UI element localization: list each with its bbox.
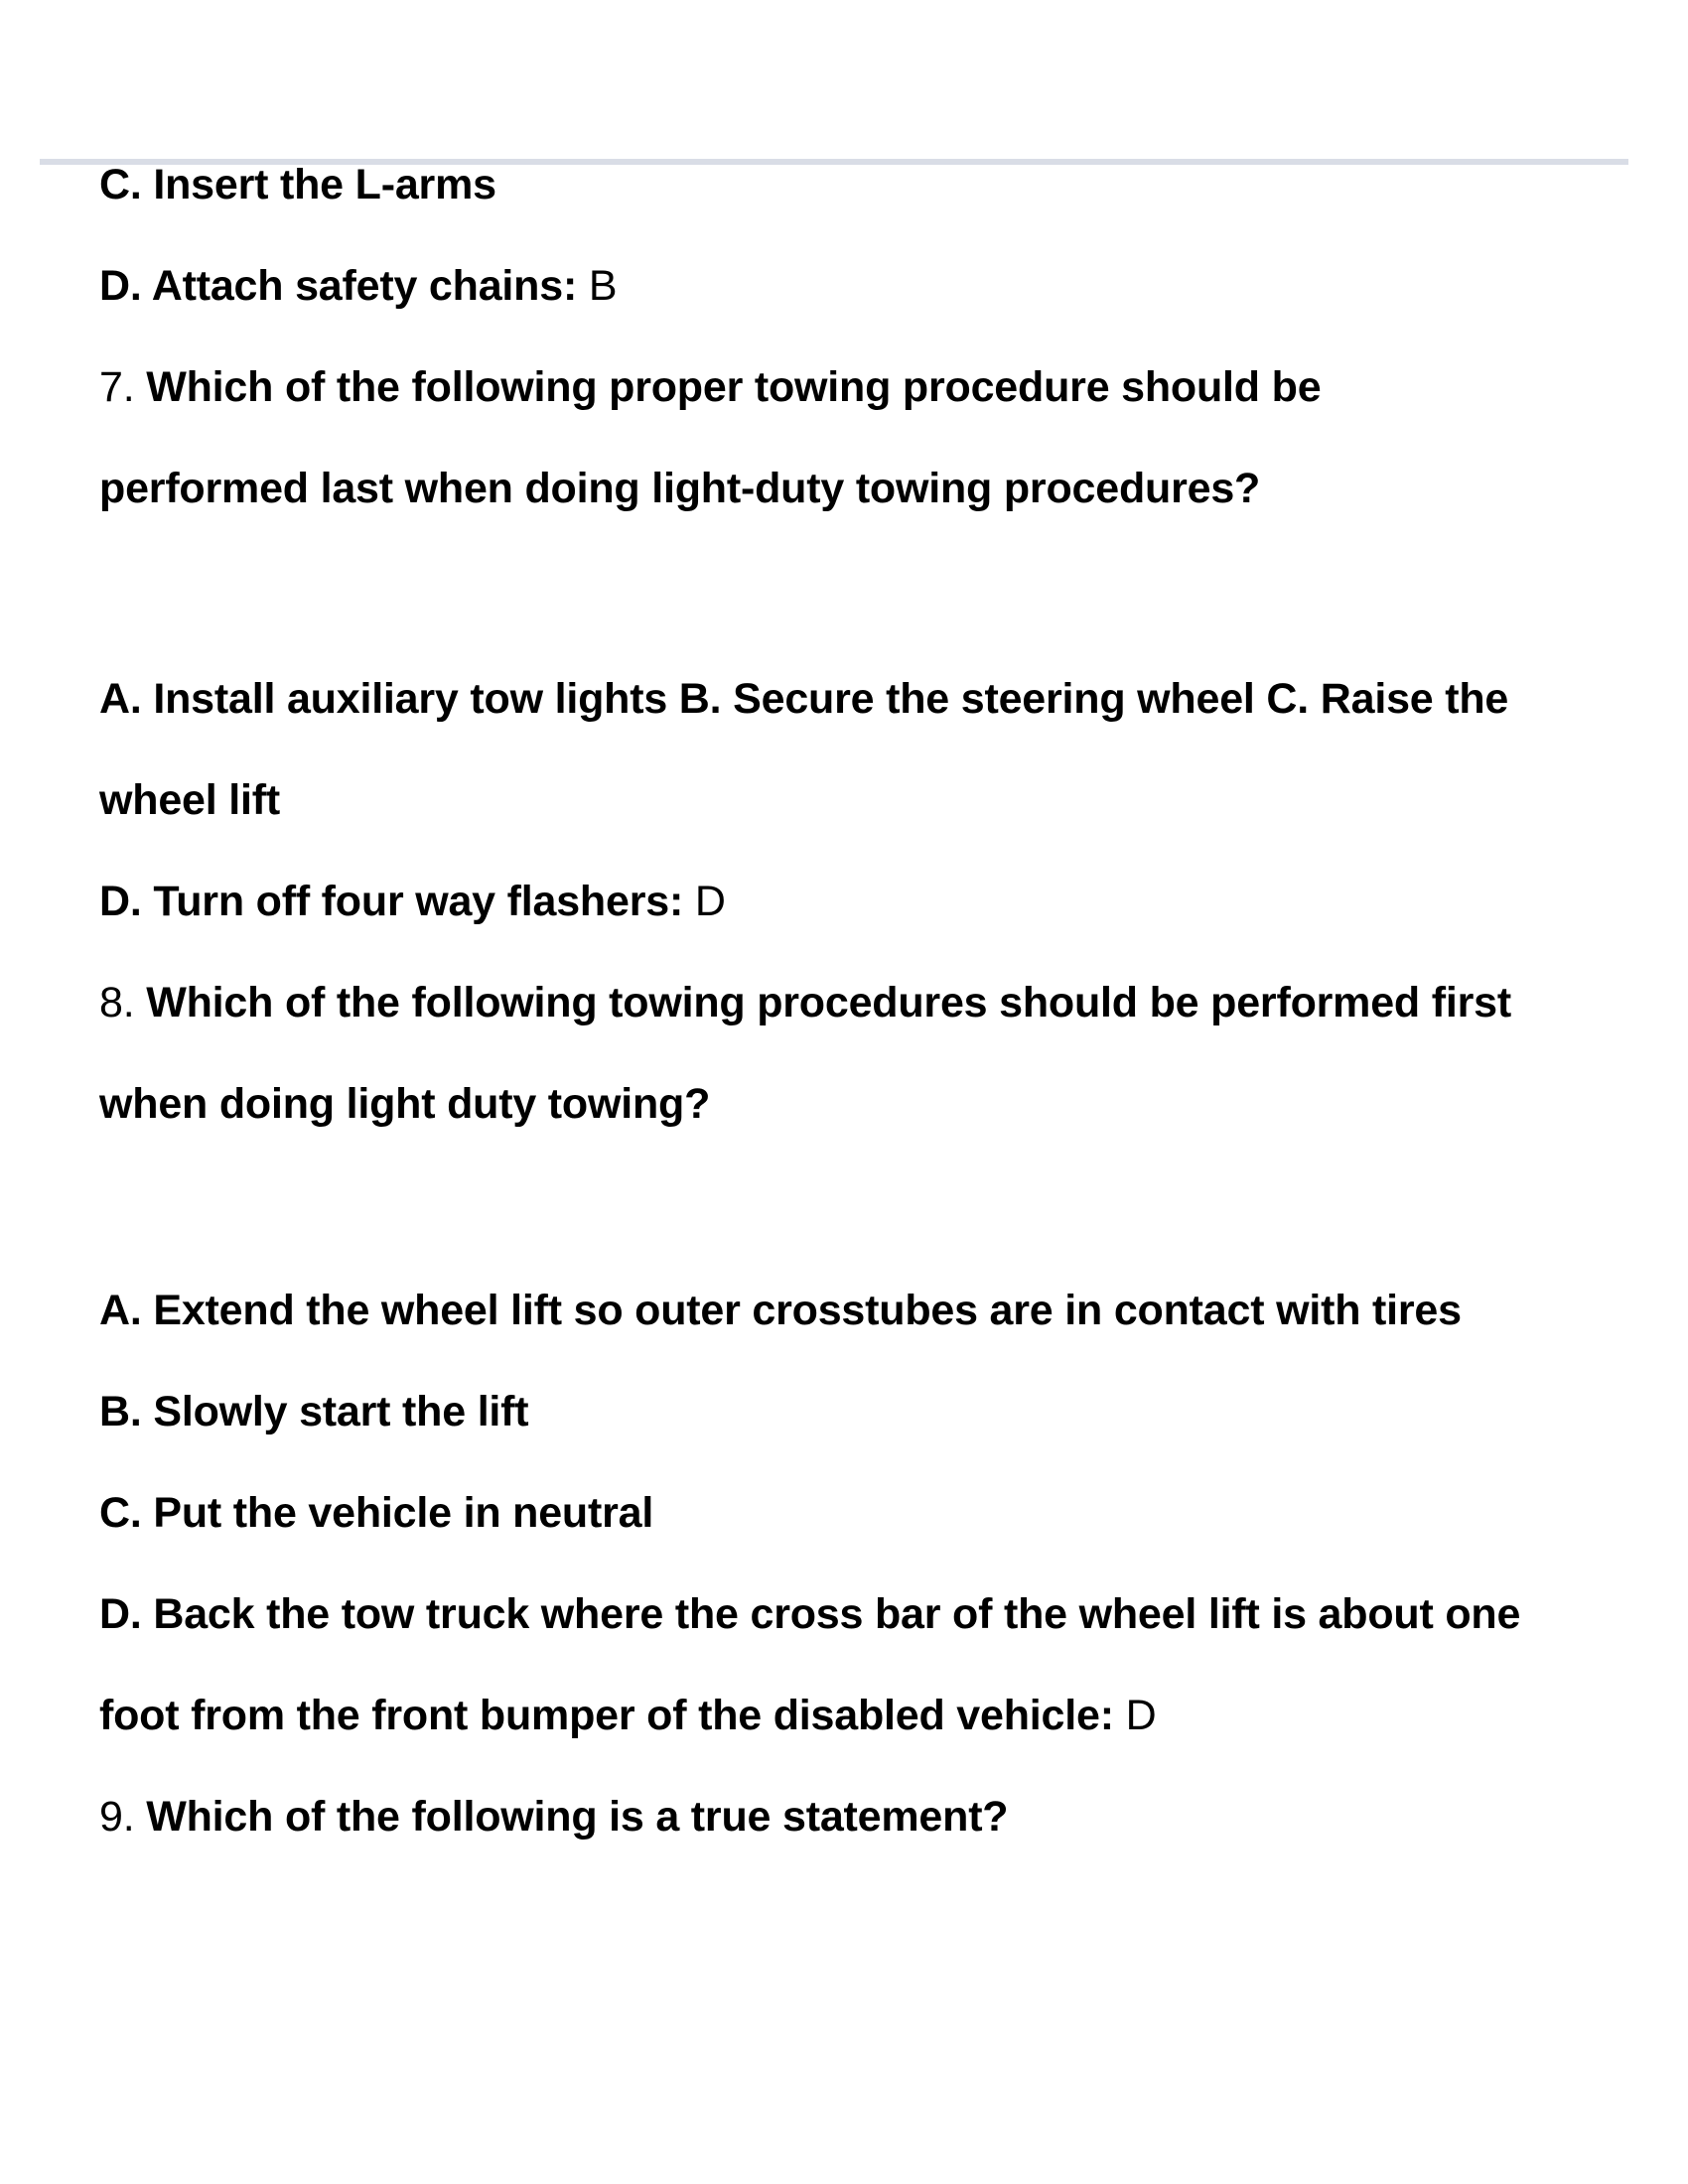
option-text: foot from the front bumper of the disabled vehicle: xyxy=(99,1692,1114,1739)
option-d-q8 xyxy=(99,1588,1520,1640)
answer-key: D xyxy=(694,878,726,925)
option-text: D. Turn off four way flashers: xyxy=(99,878,684,925)
question-9 xyxy=(99,1791,1008,1843)
question-7-cont xyxy=(99,463,1260,514)
question-8 xyxy=(99,977,1511,1028)
question-text: performed last when doing light-duty towing procedures? xyxy=(99,465,1261,512)
option-text: wheel lift xyxy=(99,776,280,824)
question-text: when doing light duty towing? xyxy=(99,1080,711,1128)
option-d-q8-cont xyxy=(99,1690,1156,1741)
question-number: 7. xyxy=(99,363,135,411)
option-a-q8 xyxy=(99,1285,1462,1336)
question-text: Which of the following towing procedures should be performed first xyxy=(146,979,1511,1026)
option-d-q6 xyxy=(99,260,617,312)
question-number: 8. xyxy=(99,979,135,1026)
question-7-options-cont xyxy=(99,774,280,826)
option-text: D. Attach safety chains: xyxy=(99,262,578,310)
option-text: C. Insert the L-arms xyxy=(99,161,496,208)
question-text: Which of the following is a true statement? xyxy=(146,1793,1009,1841)
option-text: A. Install auxiliary tow lights B. Secure the steering wheel C. Raise the xyxy=(99,675,1509,723)
option-text: A. Extend the wheel lift so outer crosstubes are in contact with tires xyxy=(99,1287,1462,1334)
option-text: C. Put the vehicle in neutral xyxy=(99,1489,654,1537)
question-7 xyxy=(99,361,1321,413)
question-8-cont xyxy=(99,1078,710,1130)
question-number: 9. xyxy=(99,1793,135,1841)
answer-key: D xyxy=(1125,1692,1157,1739)
option-d-q7 xyxy=(99,876,726,927)
option-c-q6 xyxy=(99,159,496,210)
option-text: D. Back the tow truck where the cross bar of the wheel lift is about one xyxy=(99,1590,1521,1638)
option-text: B. Slowly start the lift xyxy=(99,1388,529,1435)
question-text: Which of the following proper towing procedure should be xyxy=(146,363,1322,411)
option-c-q8 xyxy=(99,1487,653,1539)
answer-key: B xyxy=(588,262,618,310)
option-b-q8 xyxy=(99,1386,528,1437)
question-7-options xyxy=(99,673,1508,725)
